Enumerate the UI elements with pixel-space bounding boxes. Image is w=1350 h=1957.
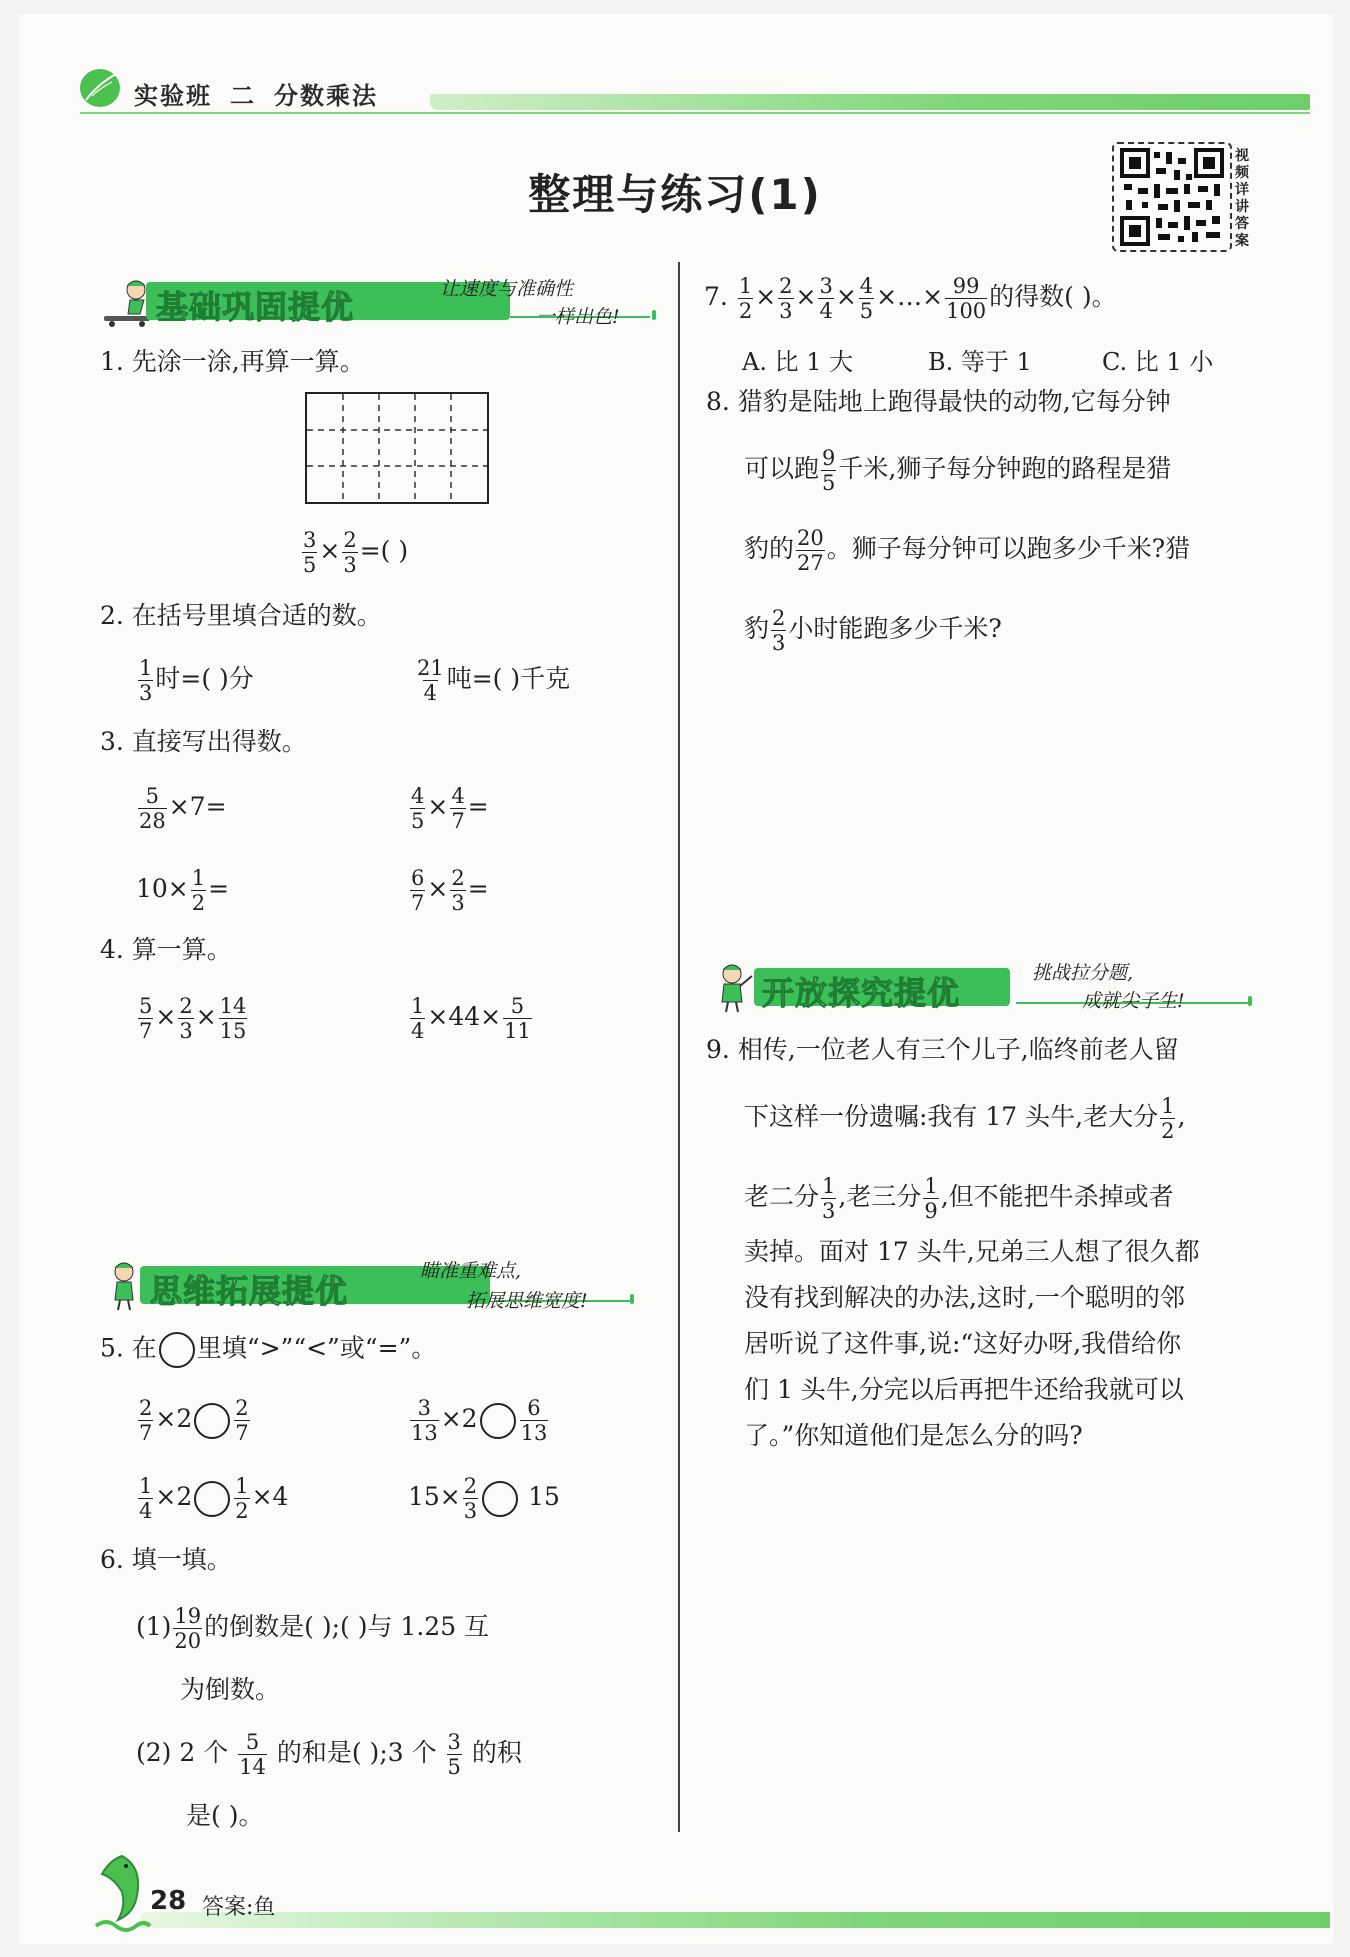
compare-circle[interactable] xyxy=(194,1403,230,1439)
fraction: $\frac{2}{3}$ xyxy=(179,994,193,1043)
fraction: $\frac{6}{7}$ xyxy=(411,866,425,915)
fraction: $\frac{1}{9}$ xyxy=(924,1174,938,1223)
q7-answer-blank[interactable]: 的得数( )。 xyxy=(989,282,1117,311)
chapter-number: 二 xyxy=(230,82,256,110)
compare-circle[interactable] xyxy=(194,1481,230,1517)
fraction: $\frac{1}{2}$ xyxy=(738,274,753,323)
question-9-line-6: 居听说了这件事,说:“这好办呀,我借给你 xyxy=(744,1329,1182,1358)
section-banner-thinking xyxy=(100,1260,640,1312)
question-3: 3. 直接写出得数。 xyxy=(100,727,307,756)
question-9-line-4: 卖掉。面对 17 头牛,兄弟三人想了很久都 xyxy=(744,1237,1200,1266)
fraction: $\frac{1}{4}$ xyxy=(411,994,425,1043)
chapter-name: 分数乘法 xyxy=(274,82,378,110)
fraction: $\frac{14}{15}$ xyxy=(219,994,247,1043)
q7-option-a[interactable]: A. 比 1 大 xyxy=(742,348,854,376)
section-title: 基础巩固提优 xyxy=(156,288,355,326)
compare-circle[interactable] xyxy=(482,1481,518,1517)
question-8-line-4: 豹 $\frac{2}{3}$ 小时能跑多少千米? xyxy=(744,606,1002,655)
section-tip-1: 瞄准重难点, xyxy=(420,1260,522,1282)
section-title: 思维拓展提优 xyxy=(150,1272,349,1310)
fraction: $\frac{99}{100}$ xyxy=(946,274,987,323)
q6-part-1: (1) $\frac{19}{20}$ 的倒数是( );( )与 1.25 互 xyxy=(136,1604,490,1653)
q7-option-c[interactable]: C. 比 1 小 xyxy=(1102,348,1214,376)
fraction: $\frac{5}{14}$ xyxy=(239,1730,266,1779)
fraction: $\frac{1}{4}$ xyxy=(139,1474,153,1523)
section-tip-2: 成就尖子生! xyxy=(1082,990,1185,1012)
q4-expr-2: $\frac{1}{4}$ ×44× $\frac{5}{11}$ xyxy=(411,994,531,1043)
question-5: 5. 在 里填“>”“<”或“=”。 xyxy=(100,1332,436,1368)
question-9-line-5: 没有找到解决的办法,这时,一个聪明的邻 xyxy=(744,1283,1185,1312)
fraction: $\frac{1}{3}$ xyxy=(139,656,153,705)
compare-circle[interactable] xyxy=(480,1403,516,1439)
question-8-line-2: 可以跑 $\frac{9}{5}$ 千米,狮子每分钟跑的路程是猎 xyxy=(744,446,1172,495)
header-rule xyxy=(80,112,1310,114)
fraction: $\frac{19}{20}$ xyxy=(174,1604,202,1653)
q4-expr-1: $\frac{5}{7}$ × $\frac{2}{3}$ × $\frac{14}{15}$ xyxy=(139,994,247,1043)
banner-end-mark xyxy=(1248,996,1252,1006)
qr-caption-char: 案 xyxy=(1235,233,1249,249)
qr-caption-char: 答 xyxy=(1235,216,1249,232)
q2-blank-b[interactable]: 吨=( )千克 xyxy=(446,664,571,693)
q3-expr-3: 10× $\frac{1}{2}$ = xyxy=(136,866,230,915)
page-number: 28 xyxy=(150,1886,187,1916)
fraction: $\frac{3}{13}$ xyxy=(411,1396,438,1445)
question-1: 1. 先涂一涂,再算一算。 xyxy=(100,347,365,376)
section-banner-basic xyxy=(100,276,660,328)
fraction: $\frac{21}{4}$ xyxy=(417,656,444,705)
leaf-icon xyxy=(78,66,122,110)
section-tip-1: 挑战拉分题, xyxy=(1032,962,1134,984)
page-title: 整理与练习(1) xyxy=(528,170,822,219)
banner-end-mark xyxy=(630,1294,634,1304)
fraction: $\frac{5}{11}$ xyxy=(504,994,531,1043)
q2-blank-a[interactable]: 时=( )分 xyxy=(155,664,254,693)
compare-circle xyxy=(159,1332,195,1368)
fraction: $\frac{2}{7}$ xyxy=(139,1396,153,1445)
q5-expr-1: $\frac{2}{7}$ ×2 $\frac{2}{7}$ xyxy=(139,1396,249,1445)
q5-expr-3: $\frac{1}{4}$ ×2 $\frac{1}{2}$ ×4 xyxy=(139,1474,289,1523)
question-9-line-3: 老二分 $\frac{1}{3}$ ,老三分 $\frac{1}{9}$ ,但不能把牛杀掉或者 xyxy=(744,1174,1174,1223)
fraction: $\frac{2}{3}$ xyxy=(463,1474,478,1523)
q3-expr-1: $\frac{5}{28}$ ×7= xyxy=(139,784,227,833)
fraction: $\frac{3}{5}$ xyxy=(447,1730,461,1779)
footer-accent-bar xyxy=(140,1912,1330,1928)
question-7: 7. $\frac{1}{2}$ × $\frac{2}{3}$ × $\frac{3}{4}$ × $\frac{4}{5}$ ×…× $\frac{99}{100}$ 的得数( )。 xyxy=(704,274,1117,323)
q2-item-b xyxy=(414,656,570,705)
question-6: 6. 填一填。 xyxy=(100,1545,232,1574)
section-title: 开放探究提优 xyxy=(762,974,961,1012)
shading-grid[interactable] xyxy=(305,392,489,504)
qr-caption xyxy=(1232,148,1252,250)
question-2: 2. 在括号里填合适的数。 xyxy=(100,601,382,630)
q2-item-a xyxy=(136,656,254,705)
q1-expression: $\frac{3}{5}$ × $\frac{2}{3}$ =( ) xyxy=(303,528,409,577)
fraction: $\frac{2}{3}$ xyxy=(772,606,786,655)
fraction: $\frac{2}{3}$ xyxy=(779,274,793,323)
fraction: $\frac{9}{5}$ xyxy=(822,446,836,495)
column-divider xyxy=(678,262,680,1832)
fraction: $\frac{2}{7}$ xyxy=(235,1396,249,1445)
dolphin-icon xyxy=(92,1848,152,1932)
fraction: $\frac{4}{5}$ xyxy=(411,784,425,833)
header-title xyxy=(134,76,396,111)
banner-end-mark xyxy=(652,310,656,320)
q3-expr-2: $\frac{4}{5}$ × $\frac{4}{7}$ = xyxy=(411,784,489,833)
question-8-line-3: 豹的 $\frac{20}{27}$ 。狮子每分钟可以跑多少千米?猎 xyxy=(744,526,1191,575)
section-tip-2: 拓展思维宽度! xyxy=(466,1290,588,1312)
q6-blank-2a[interactable]: 的和是( );3 个 xyxy=(276,1738,437,1767)
fraction: $\frac{1}{2}$ xyxy=(1161,1094,1175,1143)
qr-caption-char: 视 xyxy=(1235,148,1249,164)
fraction: $\frac{6}{13}$ xyxy=(520,1396,548,1445)
answer-hint: 答案:鱼 xyxy=(202,1895,276,1920)
q6-blanks-1[interactable]: 的倒数是( );( )与 1.25 互 xyxy=(204,1612,490,1641)
grid-lines xyxy=(307,394,487,502)
fraction: $\frac{4}{5}$ xyxy=(859,274,874,323)
qr-caption-char: 详 xyxy=(1235,182,1249,198)
q6-part-1-line2: 为倒数。 xyxy=(180,1675,281,1704)
question-9-line-8: 了。”你知道他们是怎么分的吗? xyxy=(744,1421,1083,1450)
q3-expr-4: $\frac{6}{7}$ × $\frac{2}{3}$ = xyxy=(411,866,489,915)
q6-part-2: (2) 2 个 $\frac{5}{14}$ 的和是( );3 个 $\frac{3}{5}$ 的积 xyxy=(136,1730,522,1779)
fraction: $\frac{5}{28}$ xyxy=(139,784,166,833)
q5-expr-4: 15× $\frac{2}{3}$ 15 xyxy=(408,1474,560,1523)
question-4: 4. 算一算。 xyxy=(100,935,232,964)
fraction: $\frac{5}{7}$ xyxy=(139,994,153,1043)
fraction: $\frac{1}{2}$ xyxy=(191,866,206,915)
fraction: $\frac{20}{27}$ xyxy=(797,526,824,575)
fraction: $\frac{2}{3}$ xyxy=(451,866,465,915)
qr-caption-char: 讲 xyxy=(1235,199,1249,215)
qr-caption-char: 频 xyxy=(1235,165,1249,181)
q1-answer-blank[interactable]: =( ) xyxy=(359,536,409,565)
fraction: $\frac{4}{7}$ xyxy=(451,784,465,833)
q6-part-2-line2[interactable]: 是( )。 xyxy=(186,1801,264,1830)
question-9-line-2: 下这样一份遗嘱:我有 17 头牛,老大分 $\frac{1}{2}$ , xyxy=(744,1094,1186,1143)
section-tip-2: 一样出色! xyxy=(536,306,620,328)
section-banner-open xyxy=(706,962,1266,1012)
q5-expr-2: $\frac{3}{13}$ ×2 $\frac{6}{13}$ xyxy=(411,1396,548,1445)
fraction: $\frac{1}{2}$ xyxy=(235,1474,249,1523)
section-tip-1: 让速度与准确性 xyxy=(440,278,574,300)
question-9-line-7: 们 1 头牛,分完以后再把牛还给我就可以 xyxy=(744,1375,1184,1404)
fraction: $\frac{3}{5}$ xyxy=(303,528,317,577)
fraction: $\frac{2}{3}$ xyxy=(343,528,357,577)
book-name: 实验班 xyxy=(134,82,212,110)
header-accent-bar xyxy=(430,94,1310,110)
fraction: $\frac{3}{4}$ xyxy=(819,274,833,323)
qr-code-icon[interactable] xyxy=(1112,142,1232,252)
kid-character-icon xyxy=(706,962,758,1014)
question-8-line-1: 8. 猎豹是陆地上跑得最快的动物,它每分钟 xyxy=(706,387,1171,416)
question-9-line-1: 9. 相传,一位老人有三个儿子,临终前老人留 xyxy=(706,1035,1179,1064)
q7-option-b[interactable]: B. 等于 1 xyxy=(928,348,1032,376)
fraction: $\frac{1}{3}$ xyxy=(822,1174,836,1223)
